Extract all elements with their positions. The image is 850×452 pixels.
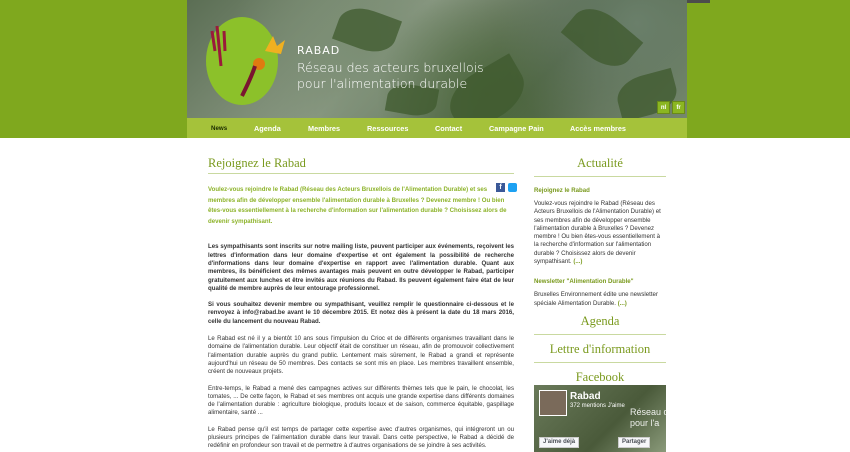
header-side-left xyxy=(0,0,187,138)
lang-fr-button[interactable]: fr xyxy=(672,101,685,114)
paragraph-history: Le Rabad est né il y a bientôt 10 ans sous l'impulsion du Crioc et de différents organismes travaillant dans le domaine de l'alimentation durable. Leur objectif était de constituer un réseau, afin de promouvoir collectivement l'alimentation durable auprès du grand public. Lentement mais sûrement, le Rabad a grandi et représente aujourd'hui un réseau de 50 membres. Des contacts se sont mis en place. Les membres travaillent ensemble, créent de nouveaux projets. xyxy=(208,335,514,376)
newsletter-item-body: Bruxelles Environnement édite une newsletter spéciale Alimentation Durable. xyxy=(534,291,658,307)
facebook-cover-text: Réseau de pour l'a xyxy=(630,407,674,428)
facebook-page-name[interactable]: Rabad xyxy=(570,391,601,402)
actualite-heading: Actualité xyxy=(534,156,666,177)
nav-acces-membres[interactable]: Accès membres xyxy=(570,124,626,133)
read-more-link[interactable]: (...) xyxy=(617,299,627,307)
header-banner xyxy=(187,0,687,118)
nav-campagne-pain[interactable]: Campagne Pain xyxy=(489,124,544,133)
facebook-icon[interactable]: f xyxy=(496,183,505,192)
header-side-right xyxy=(687,0,850,138)
news-item-body: Voulez-vous rejoindre le Rabad (Réseau des Acteurs Bruxellois de l'Alimentation Durable) et ses membres afin de développer ensemble l'alimentation durable à Bruxelles ? Devenez membre ! Ou bien êtes-vous essentiellement à la recherche d'information sur l'alimentation durable ? Choisissez alors de devenir sympathisant. xyxy=(534,200,661,266)
paragraph-devenir-membre: Si vous souhaitez devenir membre ou sympathisant, veuillez remplir le questionnaire ci-dessous et le renvoyez à info@rabad.be avant le 10 décembre 2015. Et notez dès à présent la date du 18 mars 2016, celle du lancement du nouveau Rabad. xyxy=(208,301,514,325)
lang-nl-button[interactable]: nl xyxy=(657,101,670,114)
paragraph-sympathisants: Les sympathisants sont inscrits sur notre mailing liste, peuvent participer aux événements, reçoivent les lettres d'information dans leur domaine d'expertise et ont également la possibilité de recherche d'informations dans leur domaine d'expertise en rapport avec l'alimentation durable. Quant aux membres, ils bénéficient des mêmes avantages mais peuvent en outre développer le Rabad, participer gratuitement aux lunches et être invités aux réunions du Rabad. Ils peuvent également faire état de leur qualité de membre auprès de leur entourage professionnel. xyxy=(208,243,514,292)
facebook-share-button[interactable]: Partager xyxy=(618,437,650,448)
ivy-leaf xyxy=(561,0,644,77)
brand-name: RABAD xyxy=(297,44,341,57)
paragraph-campaigns: Entre-temps, le Rabad a mené des campagnes actives sur différents thèmes tels que le pain, le chocolat, les tomates, ... De cette façon, le Rabad et ses membres ont acquis une grande expertise dans différents domaines de l'alimentation durable : agriculture biologique, produits locaux et de saison, commerce équitable, gaspillage alimentaire, santé ... xyxy=(208,384,514,417)
facebook-widget[interactable] xyxy=(534,385,674,452)
read-more-link[interactable]: (...) xyxy=(573,258,583,266)
nav-membres[interactable]: Membres xyxy=(308,124,341,133)
news-item-text xyxy=(534,200,666,266)
sidebar xyxy=(534,156,666,391)
intro-text: Voulez-vous rejoindre le Rabad (Réseau des Acteurs Bruxellois de l'Alimentation Durable) et ses membres afin de développer ensemble l'alimentation durable à Bruxelles ? Devenez membre ! Ou bien êtes-vous essentiellement à la recherche d'information sur l'alimentation durable ? Choisissez alors de devenir sympathisant. xyxy=(208,186,507,225)
ivy-leaf xyxy=(332,1,402,59)
main-content xyxy=(208,156,514,451)
facebook-page-avatar xyxy=(539,390,567,416)
agenda-heading[interactable]: Agenda xyxy=(534,314,666,335)
ivy-leaf xyxy=(613,68,681,118)
tagline-line2: pour l'alimentation durable xyxy=(297,76,468,91)
nav-ressources[interactable]: Ressources xyxy=(367,124,409,133)
main-nav xyxy=(187,118,687,138)
facebook-like-button[interactable]: J'aime déjà xyxy=(539,437,579,448)
tagline-line1: Réseau des acteurs bruxellois xyxy=(297,60,484,75)
nav-news[interactable]: News xyxy=(211,125,228,132)
newsletter-item-title[interactable]: Newsletter "Alimentation Durable" xyxy=(534,278,634,286)
nav-agenda[interactable]: Agenda xyxy=(254,124,281,133)
news-item-title[interactable]: Rejoignez le Rabad xyxy=(534,187,590,194)
paragraph-future: Le Rabad pense qu'il est temps de partager cette expertise avec d'autres organismes, qui intégreront un ou plusieurs principes de l'alimentation durable dans leur travail. Dans cette perspective, le Rabad a décidé de redéfinir en profondeur son travail et de permettre à d'autres organisations de se joindre à ses activités. xyxy=(208,425,514,450)
newsletter-item-text xyxy=(534,291,666,308)
brand-tagline xyxy=(297,60,484,92)
social-share xyxy=(496,183,517,192)
rabad-logo[interactable] xyxy=(197,6,297,106)
page-title: Rejoignez le Rabad xyxy=(208,156,514,174)
facebook-heading: Facebook xyxy=(534,370,666,391)
facebook-likes-count: 372 mentions J'aime xyxy=(570,403,625,409)
twitter-icon[interactable] xyxy=(508,183,517,192)
nav-contact[interactable]: Contact xyxy=(435,124,463,133)
lettre-heading[interactable]: Lettre d'information xyxy=(534,342,666,363)
